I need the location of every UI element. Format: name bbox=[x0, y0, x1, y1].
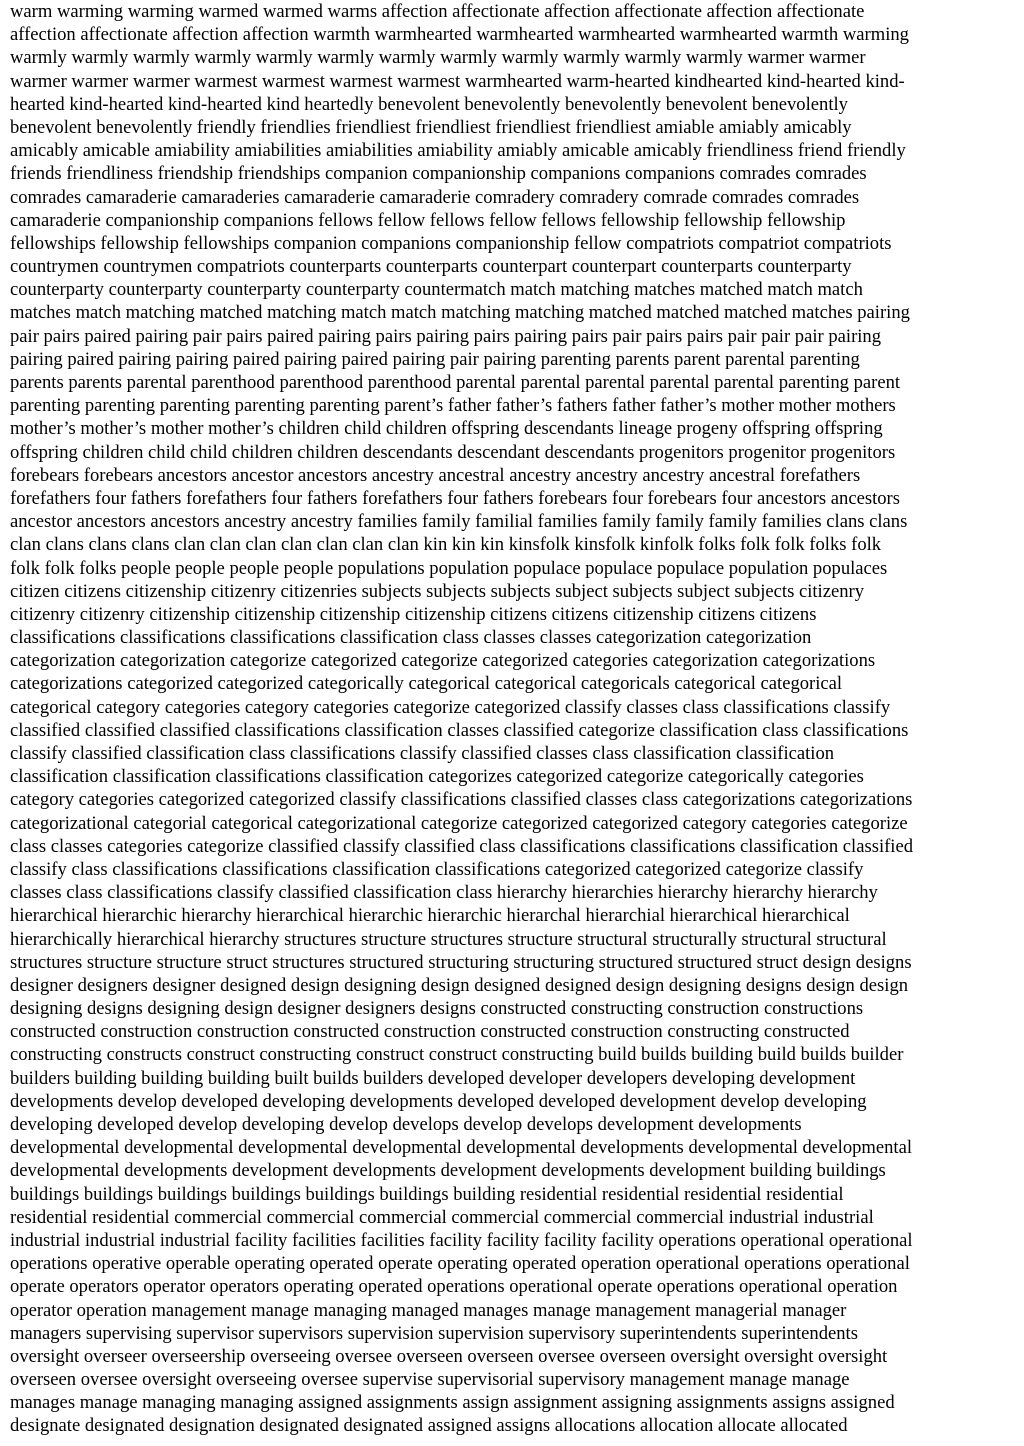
text-line: designer designers designer designed design designing design designed designed design designing designs design design bbox=[10, 974, 909, 996]
text-line: forefathers four fathers forefathers four fathers forefathers four fathers forebears four forebears four ancestors ancestors bbox=[10, 487, 900, 509]
text-line: warm warming warming warmed warmed warms affection affectionate affection affectionate affection affectionate bbox=[10, 1, 865, 22]
text-line: benevolent benevolently friendly friendlies friendliest friendliest friendliest friendliest amiable amiably amicably bbox=[10, 116, 852, 138]
text-line: builders building building building built builds builders developed developer developers developing development bbox=[10, 1067, 856, 1089]
text-line: residential residential commercial commercial commercial commercial commercial commercial industrial industrial bbox=[10, 1206, 874, 1228]
text-line: folk folk folks people people people people populations population populace populace populace population populaces bbox=[10, 557, 888, 579]
text-line: clan clans clans clans clan clan clan clan clan clan clan kin kin kin kinsfolk kinsfolk kinfolk folks folk folk folks folk bbox=[10, 534, 882, 556]
text-line: categorization categorization categorize categorized categorize categorized categories categorization categorizations bbox=[10, 650, 876, 672]
text-line: designate designated designation designated designated assigned assigns allocations allocation allocate allocated bbox=[10, 1415, 848, 1437]
text-line: category categories categorized categorized classify classifications classified classes class categorizations categorizations bbox=[10, 789, 913, 811]
text-line: citizenry citizenry citizenship citizenship citizenship citizenship citizens citizens citizenship citizens citizens bbox=[10, 603, 817, 625]
text-line: countrymen countrymen compatriots counterparts counterparts counterpart counterpart counterparts counterparty bbox=[10, 256, 852, 278]
text-line: structures structure structure struct structures structured structuring structuring structured structured struct design designs bbox=[10, 951, 912, 973]
text-line: oversight overseer overseership overseeing oversee overseen overseen oversee overseen oversight oversight oversight bbox=[10, 1345, 888, 1367]
text-line: operator operation management manage managing managed manages manage management managerial manager bbox=[10, 1299, 847, 1321]
text-line: operations operative operable operating operated operate operating operated operation operational operations operational bbox=[10, 1253, 910, 1275]
text-line: fellowships fellowship fellowships companion companions companionship fellow compatriots compatriot compatriots bbox=[10, 232, 892, 254]
text-line: ancestor ancestors ancestors ancestry ancestry families family familial families family family family families clans clans bbox=[10, 511, 908, 533]
text-line: developmental developmental developmental developmental developmental developments developmental developmental bbox=[10, 1137, 913, 1159]
text-line: class classes categories categorize classified classify classified class classifications classifications classification classified bbox=[10, 835, 914, 857]
text-line: parenting parenting parenting parenting parenting parent’s father father’s fathers father father’s mother mother mothers bbox=[10, 395, 896, 417]
text-line: classified classified classified classifications classification classes classified categorize classification class classifications bbox=[10, 719, 909, 741]
text-line: hearted kind-hearted kind-hearted kind heartedly benevolent benevolently benevolently benevolent benevolently bbox=[10, 93, 848, 115]
text-line: constructed construction construction constructed construction constructed construction constructing constructed bbox=[10, 1021, 850, 1043]
text-line: classification classification classifications classification categorizes categorized categorize categorically categories bbox=[10, 766, 864, 788]
text-line: developmental developments development developments development developments development building buildings bbox=[10, 1160, 886, 1182]
text-line bbox=[10, 1438, 1018, 1446]
text-line: matches match matching matched matching match match matching matching matched matched matched matches pairing bbox=[10, 302, 910, 324]
text-line: counterparty counterparty counterparty counterparty countermatch match matching matches matched match match bbox=[10, 279, 863, 301]
text-line: offspring children child child children children descendants descendant descendants progenitors progenitor progenitors bbox=[10, 441, 896, 463]
text-line: forebears forebears ancestors ancestor ancestors ancestry ancestral ancestry ancestry ancestry ancestral forefathers bbox=[10, 464, 861, 486]
text-line: affection affectionate affection affection warmth warmhearted warmhearted warmhearted warmhearted warmth warming bbox=[10, 24, 909, 46]
text-line: mother’s mother’s mother mother’s children child children offspring descendants lineage progeny offspring offspring bbox=[10, 418, 883, 440]
text-line: pair pairs paired pairing pair pairs paired pairing pairs pairing pairs pairing pairs pair pairs pairs pair pair pair pairing bbox=[10, 325, 882, 347]
text-line: managers supervising supervisor supervisors supervision supervision supervisory superintendents superintendents bbox=[10, 1322, 858, 1344]
text-line: warmly warmly warmly warmly warmly warmly warmly warmly warmly warmly warmly warmly warmer warmer bbox=[10, 47, 866, 69]
text-line: categorical category categories category categories categorize categorized classify classes class classifications classify bbox=[10, 696, 891, 718]
text-line: manages manage managing managing assigned assignments assign assignment assigning assignments assigns assigned bbox=[10, 1392, 895, 1414]
text-line: overseen oversee oversight overseeing oversee supervise supervisorial supervisory management manage manage bbox=[10, 1369, 850, 1391]
text-line: warmer warmer warmer warmest warmest warmest warmest warmhearted warm-hearted kindhearted kind-hearted kind- bbox=[10, 70, 905, 92]
text-line: categorizational categorial categorical categorizational categorize categorized categorized category categories categorize bbox=[10, 812, 908, 834]
text-line: classify class classifications classifications classification classifications categorized categorized categorize classify bbox=[10, 858, 864, 880]
text-line: developments develop developed developing developments developed developed development develop developing bbox=[10, 1090, 867, 1112]
text-line: hierarchical hierarchic hierarchy hierarchical hierarchic hierarchic hierarchal hierarchial hierarchical hierarchical bbox=[10, 905, 850, 927]
text-line: industrial industrial industrial facility facilities facilities facility facility facility facility operations operational operational bbox=[10, 1229, 913, 1251]
text-line: designing designs designing design designer designers designs constructed constructing construction constructions bbox=[10, 998, 864, 1020]
text-line: constructing constructs construct constructing construct construct constructing build builds building build builds builder bbox=[10, 1044, 904, 1066]
text-line: classifications classifications classifications classification class classes classes categorization categorization bbox=[10, 627, 812, 649]
text-line: operate operators operator operators operating operated operations operational operate operations operational operation bbox=[10, 1276, 898, 1298]
text-line: citizen citizens citizenship citizenry citizenries subjects subjects subjects subject subjects subject subjects citizenry bbox=[10, 580, 865, 602]
text-line: buildings buildings buildings buildings buildings buildings building residential residential residential residential bbox=[10, 1183, 844, 1205]
text-line: parents parents parental parenthood parenthood parenthood parental parental parental parental parental parenting parent bbox=[10, 372, 901, 393]
text-line: hierarchically hierarchical hierarchy structures structure structures structure structural structurally structural structural bbox=[10, 928, 887, 950]
text-line: comrades camaraderie camaraderies camaraderie camaraderie comradery comradery comrade comrades comrades bbox=[10, 186, 860, 208]
text-line: amicably amicable amiability amiabilities amiabilities amiability amiably amicable amicably friendliness friend friendly bbox=[10, 140, 906, 162]
text-line: classes class classifications classify classified classification class hierarchy hierarchies hierarchy hierarchy hierarchy bbox=[10, 882, 878, 904]
text-line: friends friendliness friendship friendships companion companionship companions companions comrades comrades bbox=[10, 163, 867, 185]
text-line: categorizations categorized categorized categorically categorical categorical categoricals categorical categorical bbox=[10, 673, 843, 695]
text-line: classify classified classification class classifications classify classified classes class classification classification bbox=[10, 743, 835, 764]
text-line: camaraderie companionship companions fellows fellow fellows fellow fellows fellowship fellowship fellowship bbox=[10, 209, 846, 231]
text-line: pairing paired pairing pairing paired pairing paired pairing pair pairing parenting parents parent parental parenting bbox=[10, 348, 860, 370]
document-page bbox=[10, 0, 1018, 1446]
text-line: developing developed develop developing develop develops develop develops development developments bbox=[10, 1114, 802, 1135]
